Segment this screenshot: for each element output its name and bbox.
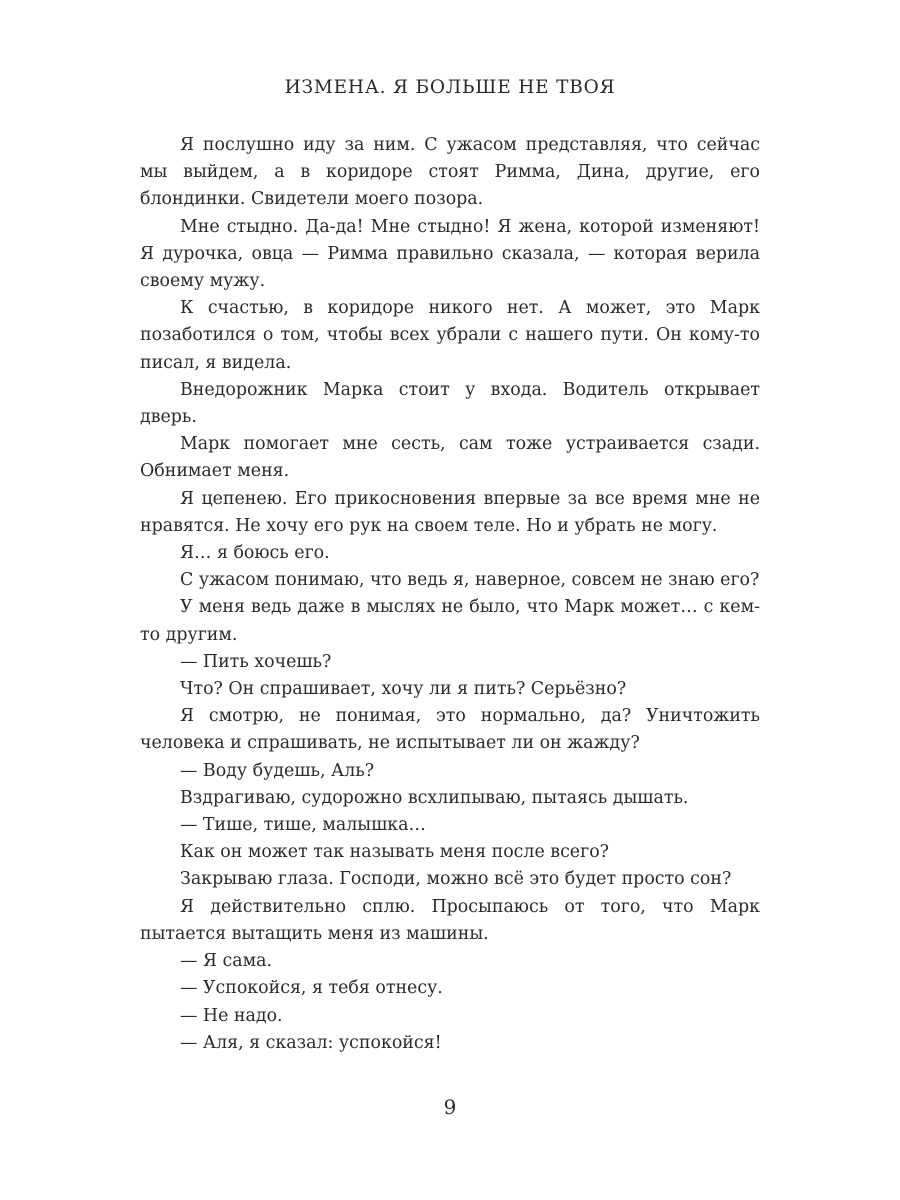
- paragraph: Закрываю глаза. Господи, можно всё это будет просто сон?: [180, 869, 732, 890]
- dialogue-line: — Аля, я сказал: успокойся!: [180, 1032, 442, 1053]
- paragraph: Я… я боюсь его.: [180, 543, 330, 564]
- paragraph: Марк помогает мне сесть, сам тоже устраивается сзади. Обнимает меня.: [140, 434, 760, 482]
- dialogue-line: — Воду будешь, Аль?: [180, 760, 375, 781]
- paragraph: С ужасом понимаю, что ведь я, наверное, совсем не знаю его?: [180, 570, 760, 591]
- page-number: 9: [443, 1095, 457, 1119]
- paragraph: Я действительно сплю. Просыпаюсь от того, что Марк пытается вытащить меня из машины.: [140, 896, 760, 944]
- dialogue-line: — Я сама.: [180, 951, 273, 972]
- paragraph: Я цепенею. Его прикосновения впервые за все время мне не нравятся. Не хочу его рук на своем теле. Но и убрать не могу.: [140, 488, 760, 536]
- paragraph: Что? Он спрашивает, хочу ли я пить? Серьёзно?: [180, 679, 627, 700]
- body-text: [140, 132, 760, 1057]
- paragraph: К счастью, в коридоре никого нет. А может, это Марк позаботился о том, чтобы всех убрали с нашего пути. Он кому-то писал, я видела.: [140, 298, 760, 373]
- running-title: ИЗМЕНА. Я БОЛЬШЕ НЕ ТВОЯ: [284, 77, 616, 98]
- paragraph: Мне стыдно. Да-да! Мне стыдно! Я жена, которой изменяют! Я дурочка, овца — Римма правильно сказала, — которая верила своему мужу.: [140, 216, 760, 292]
- paragraph: Внедорожник Марка стоит у входа. Водитель открывает дверь.: [140, 379, 760, 428]
- paragraph: Как он может так называть меня после всего?: [180, 842, 610, 863]
- dialogue-line: — Пить хочешь?: [180, 651, 332, 672]
- paragraph: Я послушно иду за ним. С ужасом представляя, что сейчас мы выйдем, а в коридоре стоят Римма, Дина, другие, его блондинки. Свидетели моего позора.: [140, 135, 760, 210]
- paragraph: Я смотрю, не понимая, это нормально, да? Уничтожить человека и спрашивать, не испытывает ли он жажду?: [140, 706, 760, 754]
- dialogue-line: — Успокойся, я тебя отнесу.: [180, 978, 443, 999]
- paragraph: Вздрагиваю, судорожно всхлипываю, пытаясь дышать.: [180, 787, 689, 808]
- dialogue-line: — Не надо.: [180, 1005, 283, 1026]
- paragraph: У меня ведь даже в мыслях не было, что Марк может… с кем-то другим.: [140, 597, 760, 645]
- dialogue-line: — Тише, тише, малышка…: [180, 815, 426, 836]
